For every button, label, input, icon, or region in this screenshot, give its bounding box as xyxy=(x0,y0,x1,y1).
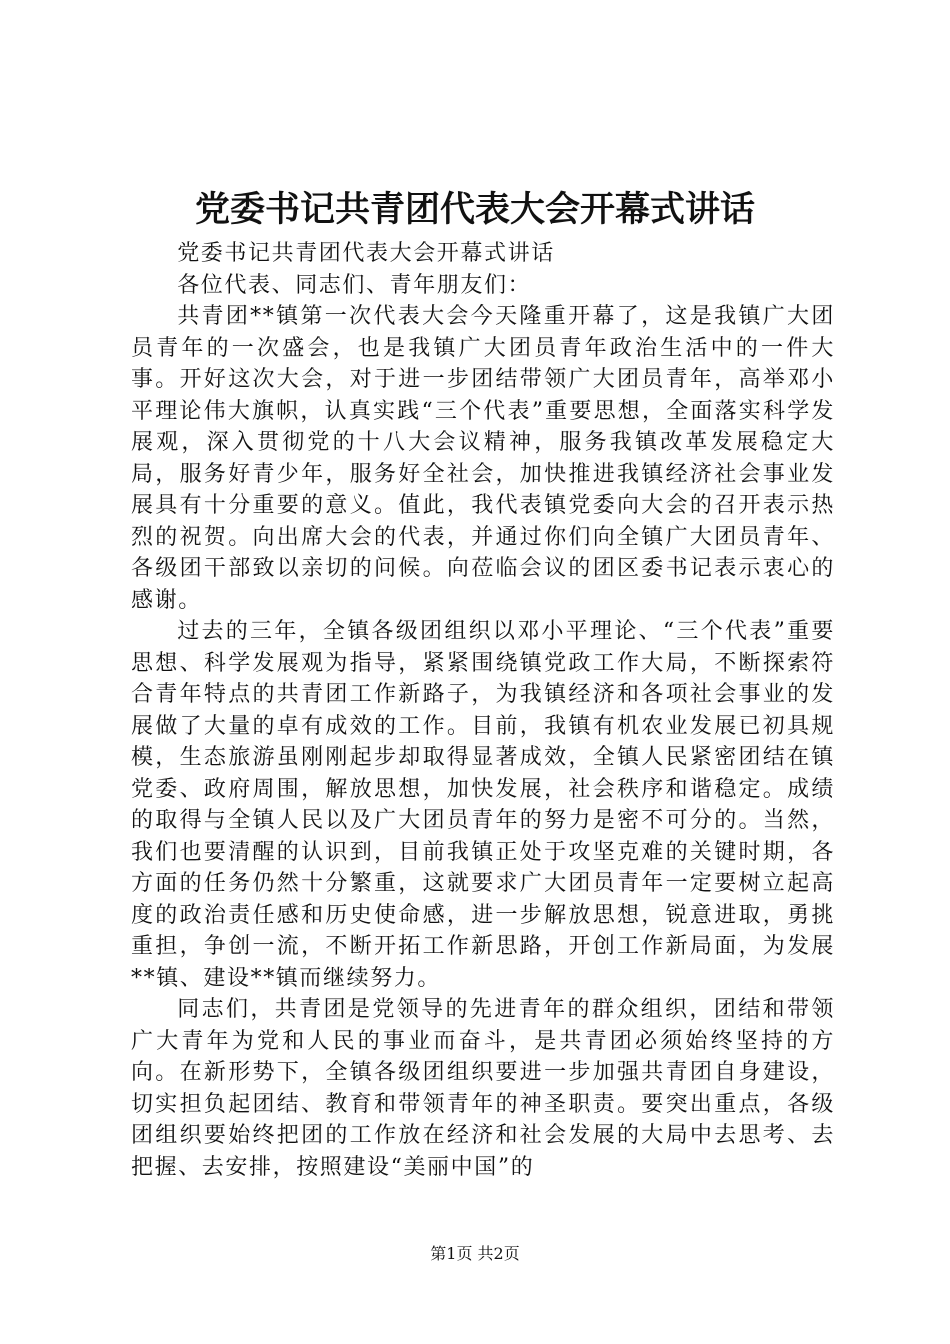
document-body xyxy=(131,238,835,1183)
paragraph-subtitle: 党委书记共青团代表大会开幕式讲话 xyxy=(177,241,555,266)
paragraph-salutation: 各位代表、同志们、青年朋友们： xyxy=(177,272,532,298)
paragraph-achievements: 过去的三年，全镇各级团组织以邓小平理论、“三个代表”重要思想、科学发展观为指导，紧紧围绕镇党政工作大局，不断探索符合青年特点的共青团工作新路子，为我镇经济和各项社会事业的发展做了大量的卓有成效的工作。目前，我镇有机农业发展已初具规模，生态旅游虽刚刚起步却取得显著成效，全镇人民紧密团结在镇党委、政府周围，解放思想，加快发展，社会秩序和谐稳定。成绩的取得与全镇人民以及广大团员青年的努力是密不可分的。当然，我们也要清醒的认识到，目前我镇正处于攻坚克难的关键时期，各方面的任务仍然十分繁重，这就要求广大团员青年一定要树立起高度的政治责任感和历史使命感，进一步解放思想，锐意进取，勇挑重担，争创一流，不断开拓工作新思路，开创工作新局面，为发展**镇、建设**镇而继续努力。 xyxy=(131,619,835,991)
document-title: 党委书记共青团代表大会开幕式讲话 xyxy=(194,189,755,230)
paragraph-opening: 共青团**镇第一次代表大会今天隆重开幕了，这是我镇广大团员青年的一次盛会，也是我镇广大团员青年政治生活中的一件大事。开好这次大会，对于进一步团结带领广大团员青年，高举邓小平理论伟大旗帜，认真实践“三个代表”重要思想，全面落实科学发展观，深入贯彻党的十八大会议精神，服务我镇改革发展稳定大局，服务好青少年，服务好全社会，加快推进我镇经济社会事业发展具有十分重要的意义。值此，我代表镇党委向大会的召开表示热烈的祝贺。向出席大会的代表，并通过你们向全镇广大团员青年、各级团干部致以亲切的问候。向莅临会议的团区委书记表示衷心的感谢。 xyxy=(131,304,835,613)
page-number-footer: 第1页 共2页 xyxy=(430,1244,520,1263)
paragraph-direction: 同志们，共青团是党领导的先进青年的群众组织，团结和带领广大青年为党和人民的事业而奋斗，是共青团必须始终坚持的方向。在新形势下，全镇各级团组织要进一步加强共青团自身建设，切实担负起团结、教育和带领青年的神圣职责。要突出重点，各级团组织要始终把团的工作放在经济和社会发展的大局中去思考、去把握、去安排，按照建设“美丽中国”的 xyxy=(131,997,835,1180)
